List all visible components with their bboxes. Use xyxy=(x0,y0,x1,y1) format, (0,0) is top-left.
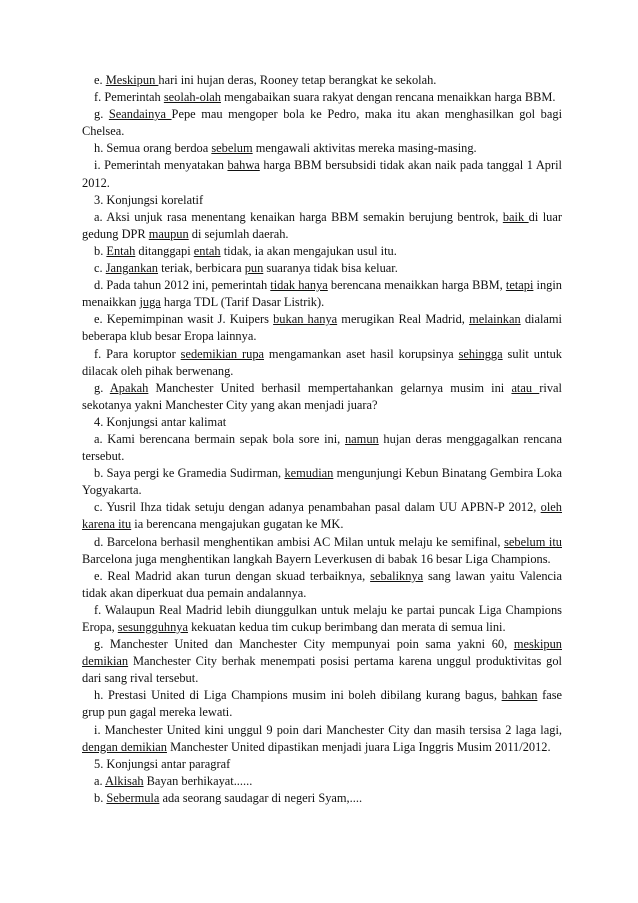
text-run: Pepe mau mengoper bola ke Pedro, maka itu akan menghasilkan gol bagi Chelsea. xyxy=(82,107,563,139)
text-run: a. Aksi unjuk rasa menentang kenaikan harga BBM semakin berujung bentrok, xyxy=(94,209,503,224)
text-run: Manchester United berhasil mempertahankan gelarnya musim ini xyxy=(148,380,512,395)
text-run: harga TDL (Tarif Dasar Listrik). xyxy=(160,295,325,310)
underlined-conjunction: pun xyxy=(244,261,264,276)
text-run: Manchester United dipastikan menjadi juara Liga Inggris Musim 2011/2012. xyxy=(167,739,551,754)
paragraph xyxy=(82,311,562,345)
text-run: Bayan berhikayat...... xyxy=(143,773,253,788)
text-run: e. xyxy=(94,73,106,87)
underlined-conjunction: baik xyxy=(502,209,529,224)
paragraph xyxy=(82,277,562,311)
text-run: g. xyxy=(94,107,109,122)
paragraph xyxy=(82,756,562,773)
text-run: g. Manchester United dan Manchester City mempunyai poin sama yakni 60, xyxy=(94,637,514,652)
text-run: mengawali aktivitas mereka masing-masing. xyxy=(252,141,477,156)
text-run: ditanggapi xyxy=(135,243,194,258)
text-run: kekuatan kedua tim cukup berimbang dan merata di semua lini. xyxy=(188,620,506,634)
text-run: mengamankan aset hasil korupsinya xyxy=(264,346,459,361)
text-run: b. Saya pergi ke Gramedia Sudirman, xyxy=(94,466,285,481)
underlined-conjunction: dengan demikian xyxy=(82,739,167,754)
paragraph xyxy=(82,465,562,499)
text-run: Barcelona juga menghentikan langkah Bayern Leverkusen di babak 16 besar Liga Champions. xyxy=(82,551,551,566)
paragraph xyxy=(82,773,562,790)
text-run: suaranya tidak bisa keluar. xyxy=(263,261,398,276)
text-run: ia berencana mengajukan gugatan ke MK. xyxy=(131,517,344,532)
text-run: d. Pada tahun 2012 ini, pemerintah xyxy=(94,278,271,293)
paragraph xyxy=(82,89,562,106)
text-run: g. xyxy=(94,380,110,395)
text-run: 4. Konjungsi antar kalimat xyxy=(94,414,227,429)
text-run: mengunjungi Kebun Binatang Gembira Loka Yogyakarta. xyxy=(82,466,562,498)
text-run: hujan deras menggagalkan rencana tersebut. xyxy=(82,431,562,464)
text-run: tidak, ia akan mengajukan usul itu. xyxy=(220,243,397,258)
paragraph xyxy=(82,568,562,602)
text-run: a. Kami berencana bermain sepak bola sore ini, xyxy=(94,431,345,446)
underlined-conjunction: Sebermula xyxy=(106,790,160,805)
text-run: mengabaikan suara rakyat dengan rencana menaikkan harga BBM. xyxy=(220,90,556,105)
text-run: f. Pemerintah xyxy=(94,90,164,105)
paragraph xyxy=(82,140,562,157)
text-run: ingin menaikkan xyxy=(82,278,562,310)
underlined-conjunction: bahwa xyxy=(227,158,260,173)
paragraph xyxy=(82,106,562,140)
text-run: di luar gedung DPR xyxy=(82,209,563,241)
paragraph xyxy=(82,499,562,533)
text-run: di sejumlah daerah. xyxy=(188,226,289,241)
underlined-conjunction: bahkan xyxy=(501,688,538,703)
text-run: 5. Konjungsi antar paragraf xyxy=(94,756,231,771)
text-run: a. xyxy=(94,773,106,788)
paragraph xyxy=(82,346,562,380)
paragraph xyxy=(82,72,562,89)
text-run: h. Prestasi United di Liga Champions musim ini boleh dibilang kurang bagus, xyxy=(94,688,502,703)
underlined-conjunction: melainkan xyxy=(469,312,521,327)
paragraph xyxy=(82,722,562,756)
underlined-conjunction: namun xyxy=(344,431,379,446)
paragraph xyxy=(82,431,562,465)
text-run: fase grup pun gagal mereka lewati. xyxy=(82,688,563,720)
underlined-conjunction: bukan hanya xyxy=(273,312,338,327)
text-run: b. xyxy=(94,243,107,258)
underlined-conjunction: sebelum itu xyxy=(504,534,562,549)
underlined-conjunction: sehingga xyxy=(458,346,503,361)
text-run: h. Semua orang berdoa xyxy=(94,141,212,156)
text-run: dialami beberapa klub besar Eropa lainnya. xyxy=(82,312,562,344)
paragraph xyxy=(82,636,562,687)
underlined-conjunction: sedemikian rupa xyxy=(180,346,265,361)
paragraph xyxy=(82,687,562,721)
text-run: berencana menaikkan harga BBM, xyxy=(327,278,506,293)
underlined-conjunction: Alkisah xyxy=(105,773,144,788)
text-run: c. Yusril Ihza tidak setuju dengan adanya penambahan pasal dalam UU APBN-P 2012, xyxy=(94,500,541,515)
underlined-conjunction: Jangankan xyxy=(105,261,159,276)
text-run: sulit untuk dilacak oleh pihak berwenang. xyxy=(82,346,563,378)
underlined-conjunction: Apakah xyxy=(109,380,149,395)
paragraph xyxy=(82,157,562,191)
text-run: 3. Konjungsi korelatif xyxy=(94,192,204,207)
underlined-conjunction: entah xyxy=(193,243,221,258)
underlined-conjunction: sebaliknya xyxy=(370,568,424,583)
underlined-conjunction: seolah-olah xyxy=(163,90,221,105)
text-run: rival sekotanya yakni Manchester City yang akan menjadi juara? xyxy=(82,380,562,412)
underlined-conjunction: tetapi xyxy=(505,278,534,293)
text-run: Manchester City berhak menempati posisi pertama karena unggul produktivitas gol dari sang rival tersebut. xyxy=(82,654,562,686)
underlined-conjunction: atau xyxy=(511,380,540,395)
text-run: i. Manchester United kini unggul 9 poin dari Manchester City dan masih tersisa 2 laga lagi, xyxy=(94,722,562,737)
underlined-conjunction: sesungguhnya xyxy=(117,620,188,634)
text-run: harga BBM bersubsidi tidak akan naik pada tanggal 1 April 2012. xyxy=(82,158,562,190)
text-run: d. Barcelona berhasil menghentikan ambisi AC Milan untuk melaju ke semifinal, xyxy=(94,534,505,549)
paragraph xyxy=(82,790,562,807)
paragraph xyxy=(82,260,562,277)
paragraph xyxy=(82,243,562,260)
underlined-conjunction: tidak hanya xyxy=(270,278,328,293)
underlined-conjunction: maupun xyxy=(148,226,189,241)
underlined-conjunction: Entah xyxy=(106,243,136,258)
text-run: sang lawan yaitu Valencia tidak akan diperkuat dua pemain andalannya. xyxy=(82,568,562,600)
text-run: teriak, berbicara xyxy=(158,261,245,276)
paragraph xyxy=(82,602,562,636)
text-run: e. Kepemimpinan wasit J. Kuipers xyxy=(94,312,274,327)
underlined-conjunction: sebelum xyxy=(211,141,253,156)
underlined-conjunction: Seandainya xyxy=(108,107,172,122)
underlined-conjunction: kemudian xyxy=(284,466,334,481)
text-run: merugikan Real Madrid, xyxy=(337,312,470,327)
document-body xyxy=(82,72,562,807)
paragraph xyxy=(82,380,562,414)
paragraph xyxy=(82,534,562,568)
paragraph xyxy=(82,209,562,243)
underlined-conjunction: meskipun demikian xyxy=(82,637,562,669)
paragraph xyxy=(82,414,562,431)
text-run: f. Para koruptor xyxy=(94,346,181,361)
text-run: ada seorang saudagar di negeri Syam,.... xyxy=(159,790,363,805)
text-run: e. Real Madrid akan turun dengan skuad terbaiknya, xyxy=(94,568,371,583)
underlined-conjunction: Meskipun xyxy=(105,73,159,87)
text-run: c. xyxy=(94,261,106,276)
text-run: b. xyxy=(94,790,107,805)
underlined-conjunction: juga xyxy=(139,295,161,310)
text-run: i. Pemerintah menyatakan xyxy=(94,158,228,173)
underlined-conjunction: oleh karena itu xyxy=(82,500,562,532)
paragraph xyxy=(82,192,562,209)
text-run: hari ini hujan deras, Rooney tetap berangkat ke sekolah. xyxy=(158,73,437,87)
text-run: f. Walaupun Real Madrid lebih diunggulkan untuk melaju ke partai puncak Liga Champions Eropa, xyxy=(82,602,562,634)
